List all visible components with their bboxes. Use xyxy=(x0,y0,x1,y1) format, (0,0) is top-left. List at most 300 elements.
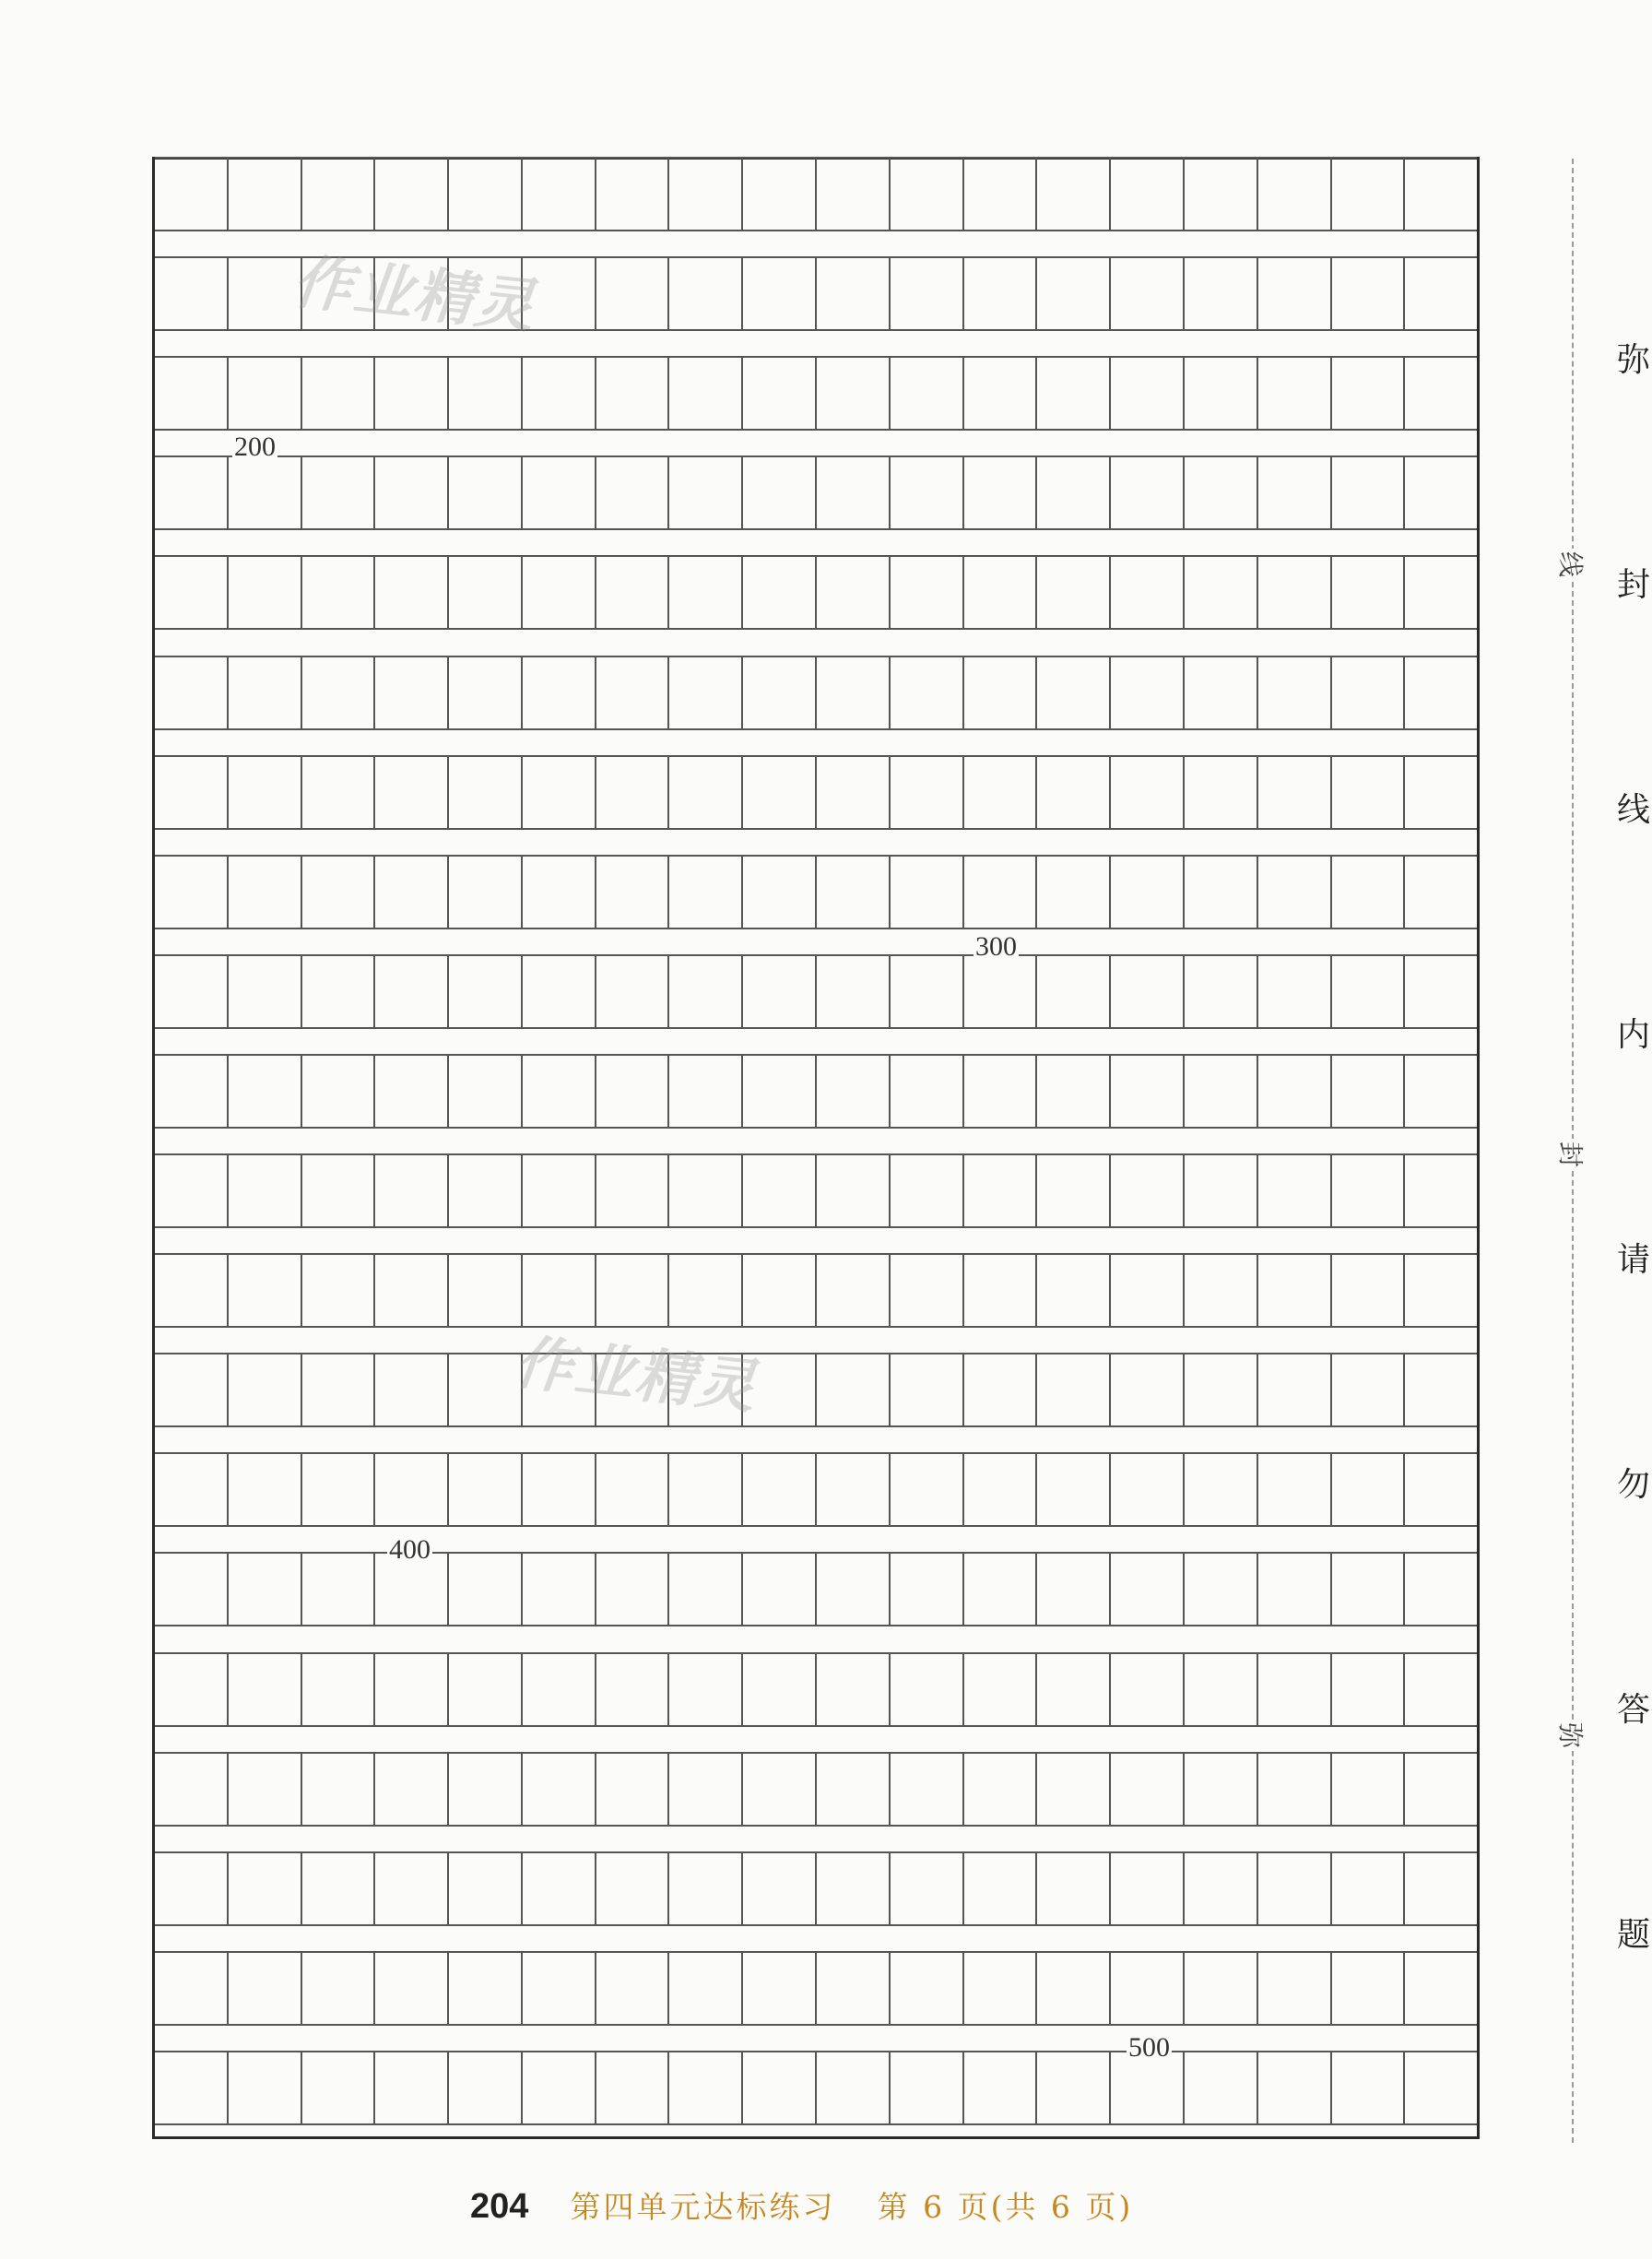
grid-cell[interactable] xyxy=(891,457,964,528)
grid-cell[interactable] xyxy=(743,1654,817,1725)
grid-cell[interactable] xyxy=(743,1255,817,1326)
grid-cell[interactable] xyxy=(1111,258,1185,329)
grid-cell[interactable] xyxy=(523,657,596,728)
grid-cell[interactable] xyxy=(375,457,449,528)
grid-cell[interactable] xyxy=(375,159,449,230)
grid-cell[interactable] xyxy=(375,557,449,628)
grid-cell[interactable] xyxy=(743,457,817,528)
grid-cell[interactable] xyxy=(743,857,817,928)
grid-cell[interactable] xyxy=(964,1056,1038,1127)
grid-cell[interactable] xyxy=(229,1554,302,1625)
grid-cell[interactable] xyxy=(1332,258,1406,329)
grid-cell[interactable] xyxy=(155,1953,229,2024)
grid-cell[interactable] xyxy=(1405,1255,1477,1326)
grid-cell[interactable] xyxy=(155,1354,229,1425)
grid-cell[interactable] xyxy=(669,457,743,528)
grid-cell[interactable] xyxy=(669,657,743,728)
grid-cell[interactable] xyxy=(669,358,743,429)
grid-cell[interactable] xyxy=(1111,1354,1185,1425)
grid-cell[interactable] xyxy=(743,757,817,828)
grid-cell[interactable] xyxy=(302,657,376,728)
grid-cell[interactable] xyxy=(1185,1255,1258,1326)
grid-cell[interactable] xyxy=(1405,159,1477,230)
grid-cell[interactable] xyxy=(669,1454,743,1525)
grid-cell[interactable] xyxy=(891,258,964,329)
grid-cell[interactable] xyxy=(229,1754,302,1825)
grid-cell[interactable] xyxy=(743,1454,817,1525)
grid-cell[interactable] xyxy=(1258,1654,1332,1725)
grid-cell[interactable] xyxy=(375,1754,449,1825)
grid-cell[interactable] xyxy=(743,657,817,728)
grid-cell[interactable] xyxy=(1332,1554,1406,1625)
grid-cell[interactable] xyxy=(155,1754,229,1825)
grid-cell[interactable] xyxy=(1405,1654,1477,1725)
grid-cell[interactable] xyxy=(1037,1454,1111,1525)
grid-cell[interactable] xyxy=(1037,757,1111,828)
grid-cell[interactable] xyxy=(596,557,670,628)
grid-cell[interactable] xyxy=(596,1255,670,1326)
grid-cell[interactable] xyxy=(1332,358,1406,429)
grid-cell[interactable] xyxy=(1332,857,1406,928)
grid-cell[interactable] xyxy=(302,857,376,928)
grid-cell[interactable] xyxy=(817,159,891,230)
grid-cell[interactable] xyxy=(1185,1654,1258,1725)
grid-cell[interactable] xyxy=(229,457,302,528)
grid-cell[interactable] xyxy=(964,657,1038,728)
grid-cell[interactable] xyxy=(155,1554,229,1625)
grid-cell[interactable] xyxy=(302,1454,376,1525)
grid-cell[interactable] xyxy=(596,1155,670,1226)
grid-cell[interactable] xyxy=(1405,1056,1477,1127)
grid-cell[interactable] xyxy=(449,1454,523,1525)
grid-cell[interactable] xyxy=(1037,358,1111,429)
grid-cell[interactable] xyxy=(375,1056,449,1127)
grid-cell[interactable] xyxy=(1258,1155,1332,1226)
grid-cell[interactable] xyxy=(155,159,229,230)
grid-cell[interactable] xyxy=(375,857,449,928)
grid-cell[interactable] xyxy=(743,2052,817,2123)
grid-cell[interactable] xyxy=(891,1354,964,1425)
grid-cell[interactable] xyxy=(743,1754,817,1825)
grid-cell[interactable] xyxy=(302,159,376,230)
grid-cell[interactable] xyxy=(1037,557,1111,628)
grid-cell[interactable] xyxy=(1185,258,1258,329)
grid-cell[interactable] xyxy=(596,358,670,429)
grid-cell[interactable] xyxy=(743,1953,817,2024)
grid-cell[interactable] xyxy=(302,1354,376,1425)
grid-cell[interactable] xyxy=(1258,1255,1332,1326)
grid-cell[interactable] xyxy=(891,857,964,928)
grid-cell[interactable] xyxy=(1405,1754,1477,1825)
grid-cell[interactable] xyxy=(302,1255,376,1326)
grid-cell[interactable] xyxy=(817,1654,891,1725)
grid-cell[interactable] xyxy=(669,557,743,628)
grid-cell[interactable] xyxy=(1405,1354,1477,1425)
grid-cell[interactable] xyxy=(817,1155,891,1226)
grid-cell[interactable] xyxy=(596,1454,670,1525)
grid-cell[interactable] xyxy=(1037,457,1111,528)
grid-cell[interactable] xyxy=(523,857,596,928)
grid-cell[interactable] xyxy=(523,956,596,1027)
grid-cell[interactable] xyxy=(891,1654,964,1725)
grid-cell[interactable] xyxy=(375,1155,449,1226)
grid-cell[interactable] xyxy=(669,1554,743,1625)
grid-cell[interactable] xyxy=(1332,657,1406,728)
grid-cell[interactable] xyxy=(596,457,670,528)
grid-cell[interactable] xyxy=(743,956,817,1027)
grid-cell[interactable] xyxy=(1258,457,1332,528)
grid-cell[interactable] xyxy=(596,258,670,329)
grid-cell[interactable] xyxy=(669,1654,743,1725)
grid-cell[interactable] xyxy=(1185,159,1258,230)
grid-cell[interactable] xyxy=(1111,757,1185,828)
grid-cell[interactable] xyxy=(229,1354,302,1425)
grid-cell[interactable] xyxy=(964,1155,1038,1226)
grid-cell[interactable] xyxy=(1185,2052,1258,2123)
grid-cell[interactable] xyxy=(1037,1654,1111,1725)
grid-cell[interactable] xyxy=(375,757,449,828)
grid-cell[interactable] xyxy=(817,358,891,429)
grid-cell[interactable] xyxy=(1258,258,1332,329)
grid-cell[interactable] xyxy=(669,956,743,1027)
grid-cell[interactable] xyxy=(1332,557,1406,628)
grid-cell[interactable] xyxy=(743,1853,817,1924)
grid-cell[interactable] xyxy=(1332,1454,1406,1525)
grid-cell[interactable] xyxy=(1037,1754,1111,1825)
grid-cell[interactable] xyxy=(891,159,964,230)
grid-cell[interactable] xyxy=(1332,1354,1406,1425)
grid-cell[interactable] xyxy=(229,1255,302,1326)
grid-cell[interactable] xyxy=(596,657,670,728)
grid-cell[interactable] xyxy=(743,1554,817,1625)
grid-cell[interactable] xyxy=(596,1853,670,1924)
grid-cell[interactable] xyxy=(229,956,302,1027)
grid-cell[interactable] xyxy=(1185,1554,1258,1625)
grid-cell[interactable] xyxy=(229,1853,302,1924)
grid-cell[interactable] xyxy=(1332,1853,1406,1924)
grid-cell[interactable] xyxy=(669,1853,743,1924)
grid-cell[interactable] xyxy=(1037,1354,1111,1425)
grid-cell[interactable] xyxy=(596,1056,670,1127)
grid-cell[interactable] xyxy=(669,857,743,928)
grid-cell[interactable] xyxy=(964,956,1038,1027)
grid-cell[interactable] xyxy=(817,657,891,728)
grid-cell[interactable] xyxy=(1258,857,1332,928)
grid-cell[interactable] xyxy=(1185,1354,1258,1425)
grid-cell[interactable] xyxy=(964,857,1038,928)
grid-cell[interactable] xyxy=(1258,956,1332,1027)
grid-cell[interactable] xyxy=(891,1953,964,2024)
grid-cell[interactable] xyxy=(155,258,229,329)
grid-cell[interactable] xyxy=(669,258,743,329)
grid-cell[interactable] xyxy=(1332,1654,1406,1725)
grid-cell[interactable] xyxy=(449,857,523,928)
grid-cell[interactable] xyxy=(1332,1155,1406,1226)
grid-cell[interactable] xyxy=(817,258,891,329)
grid-cell[interactable] xyxy=(449,1953,523,2024)
grid-cell[interactable] xyxy=(229,1056,302,1127)
grid-cell[interactable] xyxy=(1037,857,1111,928)
grid-cell[interactable] xyxy=(375,2052,449,2123)
grid-cell[interactable] xyxy=(817,1953,891,2024)
grid-cell[interactable] xyxy=(891,657,964,728)
grid-cell[interactable] xyxy=(1258,1853,1332,1924)
grid-cell[interactable] xyxy=(523,557,596,628)
grid-cell[interactable] xyxy=(449,1056,523,1127)
grid-cell[interactable] xyxy=(817,1754,891,1825)
grid-cell[interactable] xyxy=(1258,1056,1332,1127)
grid-cell[interactable] xyxy=(1111,557,1185,628)
grid-cell[interactable] xyxy=(1185,1953,1258,2024)
grid-cell[interactable] xyxy=(1258,757,1332,828)
grid-cell[interactable] xyxy=(375,657,449,728)
grid-cell[interactable] xyxy=(1185,358,1258,429)
grid-cell[interactable] xyxy=(523,1754,596,1825)
grid-cell[interactable] xyxy=(449,757,523,828)
grid-cell[interactable] xyxy=(523,1953,596,2024)
grid-cell[interactable] xyxy=(669,1953,743,2024)
grid-cell[interactable] xyxy=(596,2052,670,2123)
grid-cell[interactable] xyxy=(964,457,1038,528)
grid-cell[interactable] xyxy=(155,1056,229,1127)
grid-cell[interactable] xyxy=(1258,1554,1332,1625)
grid-cell[interactable] xyxy=(743,258,817,329)
grid-cell[interactable] xyxy=(302,1654,376,1725)
grid-cell[interactable] xyxy=(155,1255,229,1326)
grid-cell[interactable] xyxy=(523,757,596,828)
grid-cell[interactable] xyxy=(155,757,229,828)
grid-cell[interactable] xyxy=(1111,1654,1185,1725)
grid-cell[interactable] xyxy=(964,1953,1038,2024)
grid-cell[interactable] xyxy=(596,857,670,928)
grid-cell[interactable] xyxy=(669,1155,743,1226)
grid-cell[interactable] xyxy=(523,1056,596,1127)
grid-cell[interactable] xyxy=(891,1853,964,1924)
grid-cell[interactable] xyxy=(891,2052,964,2123)
grid-cell[interactable] xyxy=(1111,1155,1185,1226)
grid-cell[interactable] xyxy=(1185,1754,1258,1825)
grid-cell[interactable] xyxy=(1258,557,1332,628)
grid-cell[interactable] xyxy=(1332,1056,1406,1127)
grid-cell[interactable] xyxy=(1111,1554,1185,1625)
grid-cell[interactable] xyxy=(964,1454,1038,1525)
grid-cell[interactable] xyxy=(155,2052,229,2123)
grid-cell[interactable] xyxy=(229,159,302,230)
grid-cell[interactable] xyxy=(229,757,302,828)
grid-cell[interactable] xyxy=(964,159,1038,230)
grid-cell[interactable] xyxy=(449,657,523,728)
grid-cell[interactable] xyxy=(817,557,891,628)
grid-cell[interactable] xyxy=(891,757,964,828)
grid-cell[interactable] xyxy=(229,358,302,429)
grid-cell[interactable] xyxy=(891,1155,964,1226)
grid-cell[interactable] xyxy=(229,657,302,728)
grid-cell[interactable] xyxy=(449,2052,523,2123)
grid-cell[interactable] xyxy=(155,457,229,528)
grid-cell[interactable] xyxy=(449,457,523,528)
grid-cell[interactable] xyxy=(523,2052,596,2123)
grid-cell[interactable] xyxy=(964,757,1038,828)
grid-cell[interactable] xyxy=(229,857,302,928)
grid-cell[interactable] xyxy=(1037,258,1111,329)
grid-cell[interactable] xyxy=(1405,956,1477,1027)
grid-cell[interactable] xyxy=(1332,757,1406,828)
grid-cell[interactable] xyxy=(229,1654,302,1725)
grid-cell[interactable] xyxy=(229,2052,302,2123)
grid-cell[interactable] xyxy=(523,1255,596,1326)
grid-cell[interactable] xyxy=(1332,457,1406,528)
grid-cell[interactable] xyxy=(964,557,1038,628)
grid-cell[interactable] xyxy=(449,358,523,429)
grid-cell[interactable] xyxy=(229,557,302,628)
grid-cell[interactable] xyxy=(669,757,743,828)
grid-cell[interactable] xyxy=(1332,1255,1406,1326)
grid-cell[interactable] xyxy=(891,1255,964,1326)
grid-cell[interactable] xyxy=(1258,2052,1332,2123)
grid-cell[interactable] xyxy=(155,857,229,928)
grid-cell[interactable] xyxy=(669,1255,743,1326)
grid-cell[interactable] xyxy=(1332,2052,1406,2123)
grid-cell[interactable] xyxy=(1111,159,1185,230)
grid-cell[interactable] xyxy=(1405,657,1477,728)
grid-cell[interactable] xyxy=(1405,1454,1477,1525)
grid-cell[interactable] xyxy=(1185,1155,1258,1226)
grid-cell[interactable] xyxy=(523,1454,596,1525)
grid-cell[interactable] xyxy=(229,1454,302,1525)
grid-cell[interactable] xyxy=(1111,358,1185,429)
grid-cell[interactable] xyxy=(1037,956,1111,1027)
grid-cell[interactable] xyxy=(1111,2052,1185,2123)
grid-cell[interactable] xyxy=(1037,1056,1111,1127)
grid-cell[interactable] xyxy=(891,956,964,1027)
grid-cell[interactable] xyxy=(596,757,670,828)
grid-cell[interactable] xyxy=(449,159,523,230)
grid-cell[interactable] xyxy=(155,657,229,728)
grid-cell[interactable] xyxy=(1111,657,1185,728)
grid-cell[interactable] xyxy=(743,1155,817,1226)
grid-cell[interactable] xyxy=(1111,457,1185,528)
grid-cell[interactable] xyxy=(1258,1953,1332,2024)
grid-cell[interactable] xyxy=(891,1454,964,1525)
grid-cell[interactable] xyxy=(1111,1853,1185,1924)
grid-cell[interactable] xyxy=(817,1853,891,1924)
grid-cell[interactable] xyxy=(1111,1454,1185,1525)
grid-cell[interactable] xyxy=(1037,159,1111,230)
grid-cell[interactable] xyxy=(1405,1554,1477,1625)
grid-cell[interactable] xyxy=(1258,1754,1332,1825)
grid-cell[interactable] xyxy=(1037,657,1111,728)
grid-cell[interactable] xyxy=(743,358,817,429)
grid-cell[interactable] xyxy=(1185,657,1258,728)
grid-cell[interactable] xyxy=(1111,1056,1185,1127)
grid-cell[interactable] xyxy=(302,1155,376,1226)
grid-cell[interactable] xyxy=(302,757,376,828)
grid-cell[interactable] xyxy=(1405,2052,1477,2123)
grid-cell[interactable] xyxy=(669,2052,743,2123)
grid-cell[interactable] xyxy=(743,159,817,230)
grid-cell[interactable] xyxy=(1185,1853,1258,1924)
grid-cell[interactable] xyxy=(1405,1155,1477,1226)
grid-cell[interactable] xyxy=(743,1056,817,1127)
grid-cell[interactable] xyxy=(1111,956,1185,1027)
grid-cell[interactable] xyxy=(1185,1056,1258,1127)
grid-cell[interactable] xyxy=(817,1454,891,1525)
grid-cell[interactable] xyxy=(1405,857,1477,928)
grid-cell[interactable] xyxy=(817,1255,891,1326)
grid-cell[interactable] xyxy=(523,1155,596,1226)
grid-cell[interactable] xyxy=(964,2052,1038,2123)
grid-cell[interactable] xyxy=(449,1754,523,1825)
grid-cell[interactable] xyxy=(964,258,1038,329)
grid-cell[interactable] xyxy=(1111,1953,1185,2024)
grid-cell[interactable] xyxy=(1037,1953,1111,2024)
grid-cell[interactable] xyxy=(155,1654,229,1725)
grid-cell[interactable] xyxy=(1258,1454,1332,1525)
grid-cell[interactable] xyxy=(1258,358,1332,429)
grid-cell[interactable] xyxy=(1111,1255,1185,1326)
grid-cell[interactable] xyxy=(1405,1853,1477,1924)
grid-cell[interactable] xyxy=(596,159,670,230)
grid-cell[interactable] xyxy=(449,557,523,628)
grid-cell[interactable] xyxy=(817,1056,891,1127)
grid-cell[interactable] xyxy=(964,1255,1038,1326)
grid-cell[interactable] xyxy=(375,1953,449,2024)
grid-cell[interactable] xyxy=(155,1155,229,1226)
grid-cell[interactable] xyxy=(817,956,891,1027)
grid-cell[interactable] xyxy=(302,557,376,628)
grid-cell[interactable] xyxy=(964,1654,1038,1725)
grid-cell[interactable] xyxy=(1258,1354,1332,1425)
grid-cell[interactable] xyxy=(449,1853,523,1924)
grid-cell[interactable] xyxy=(669,1056,743,1127)
grid-cell[interactable] xyxy=(302,358,376,429)
grid-cell[interactable] xyxy=(1405,258,1477,329)
grid-cell[interactable] xyxy=(302,457,376,528)
grid-cell[interactable] xyxy=(1185,1454,1258,1525)
grid-cell[interactable] xyxy=(1332,956,1406,1027)
grid-cell[interactable] xyxy=(891,557,964,628)
grid-cell[interactable] xyxy=(817,757,891,828)
grid-cell[interactable] xyxy=(449,1654,523,1725)
grid-cell[interactable] xyxy=(964,1354,1038,1425)
grid-cell[interactable] xyxy=(155,956,229,1027)
grid-cell[interactable] xyxy=(1037,1853,1111,1924)
grid-cell[interactable] xyxy=(596,1953,670,2024)
grid-cell[interactable] xyxy=(449,1554,523,1625)
grid-cell[interactable] xyxy=(449,1155,523,1226)
grid-cell[interactable] xyxy=(523,358,596,429)
grid-cell[interactable] xyxy=(302,1853,376,1924)
grid-cell[interactable] xyxy=(1037,1255,1111,1326)
grid-cell[interactable] xyxy=(817,1554,891,1625)
grid-cell[interactable] xyxy=(964,1853,1038,1924)
grid-cell[interactable] xyxy=(1185,457,1258,528)
grid-cell[interactable] xyxy=(669,1754,743,1825)
grid-cell[interactable] xyxy=(1258,159,1332,230)
grid-cell[interactable] xyxy=(155,1853,229,1924)
grid-cell[interactable] xyxy=(891,1056,964,1127)
grid-cell[interactable] xyxy=(891,358,964,429)
grid-cell[interactable] xyxy=(229,1953,302,2024)
grid-cell[interactable] xyxy=(1405,1953,1477,2024)
grid-cell[interactable] xyxy=(964,358,1038,429)
grid-cell[interactable] xyxy=(155,358,229,429)
grid-cell[interactable] xyxy=(964,1554,1038,1625)
grid-cell[interactable] xyxy=(155,557,229,628)
grid-cell[interactable] xyxy=(817,457,891,528)
grid-cell[interactable] xyxy=(375,956,449,1027)
grid-cell[interactable] xyxy=(302,1953,376,2024)
